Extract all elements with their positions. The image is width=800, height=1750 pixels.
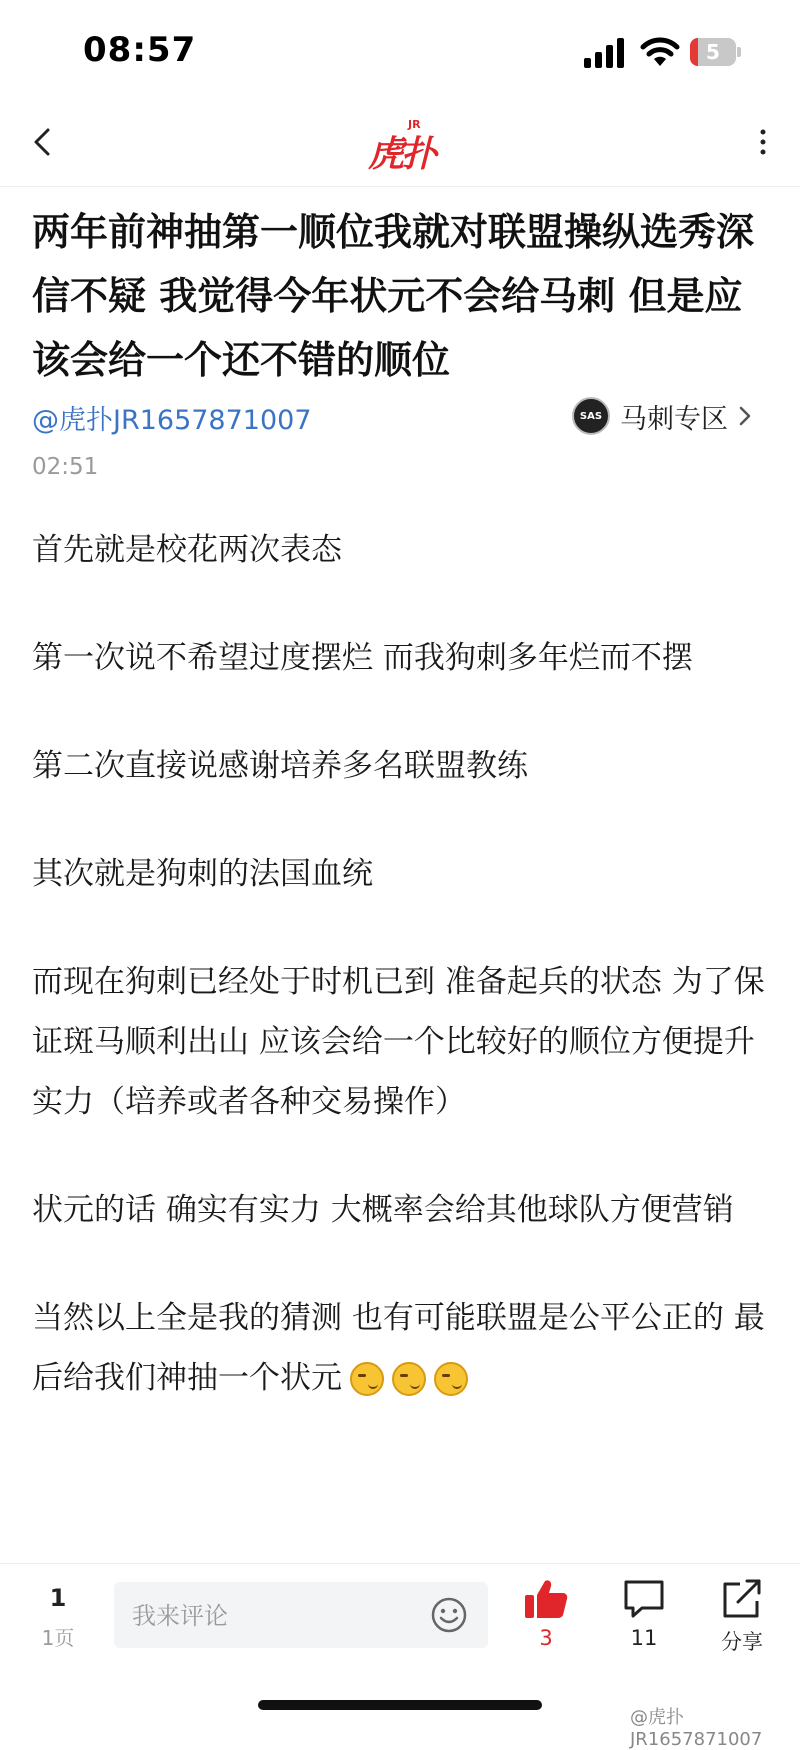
more-icon[interactable] (748, 122, 778, 162)
share-icon (720, 1578, 764, 1620)
paragraph-text: 当然以上全是我的猜测 也有可能联盟是公平公正的 最后给我们神抽一个状元 (32, 1300, 765, 1396)
paragraph: 状元的话 确实有实力 大概率会给其他球队方便营销 (32, 1192, 734, 1228)
grin-emoji (392, 1362, 426, 1396)
battery-icon (690, 38, 742, 66)
paragraph-last (32, 1288, 776, 1410)
hupu-logo (368, 118, 435, 175)
wifi-icon (640, 36, 680, 68)
like-button[interactable] (506, 1578, 586, 1688)
author-link[interactable]: @虎扑JR1657871007 (32, 405, 312, 436)
zone-link[interactable] (572, 396, 754, 436)
comment-button[interactable] (604, 1578, 684, 1688)
battery-level: 5 (706, 40, 720, 64)
back-icon[interactable] (24, 122, 64, 162)
zone-label: 马刺专区 (620, 403, 728, 435)
smiley-icon[interactable] (430, 1596, 468, 1634)
share-button[interactable] (702, 1578, 782, 1688)
signal-icon (584, 38, 626, 68)
paragraph: 首先就是校花两次表态 (32, 532, 342, 568)
emoji-row (342, 1350, 468, 1410)
logo-text: 虎扑 (368, 134, 435, 175)
logo-sup: JR (408, 118, 421, 131)
comment-count: 11 (630, 1626, 658, 1650)
status-bar (0, 0, 800, 100)
share-label: 分享 (721, 1630, 763, 1654)
paragraph: 第二次直接说感谢培养多名联盟教练 (32, 748, 528, 784)
grin-emoji (434, 1362, 468, 1396)
page-label[interactable]: 1页 (41, 1626, 75, 1650)
comment-box[interactable] (114, 1582, 488, 1648)
home-indicator (258, 1700, 542, 1710)
like-count: 3 (539, 1626, 553, 1650)
grin-emoji (350, 1362, 384, 1396)
page-number[interactable]: 1 (49, 1584, 67, 1612)
comment-input[interactable] (130, 1582, 424, 1650)
paragraph: 而现在狗刺已经处于时机已到 准备起兵的状态 为了保证斑马顺利出山 应该会给一个比较好的顺位方便提升实力（培养或者各种交易操作） (32, 964, 765, 1120)
chevron-right-icon (736, 402, 754, 430)
watermark: @虎扑JR1657871007 (630, 1707, 763, 1750)
status-time: 08:57 (83, 30, 197, 70)
paragraph: 其次就是狗刺的法国血统 (32, 856, 373, 892)
thumbs-up-icon (523, 1578, 569, 1620)
post-time: 02:51 (32, 454, 99, 480)
spurs-logo: SAS (572, 397, 610, 435)
nav-bar (0, 100, 800, 187)
post-title: 两年前神抽第一顺位我就对联盟操纵选秀深信不疑 我觉得今年状元不会给马刺 但是应该会给一个还不错的顺位 (32, 210, 755, 382)
post-content (32, 520, 776, 1458)
paragraph: 第一次说不希望过度摆烂 而我狗刺多年烂而不摆 (32, 640, 693, 676)
comment-icon (622, 1578, 666, 1620)
